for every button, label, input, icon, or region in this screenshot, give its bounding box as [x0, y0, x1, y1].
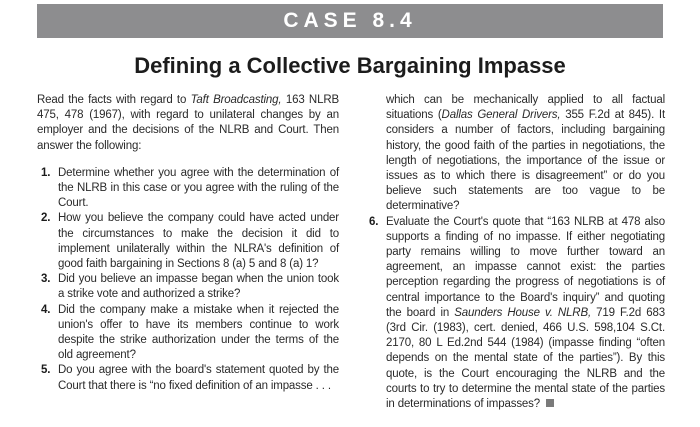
- question-6-text-end: 719 F.2d 683 (3rd Cir. (1983), cert. denied, 466 U.S. 598,104 S.Ct. 2170, 80 L Ed.2nd 544 (1984) (impasse finding “often depends on the mental state of the parties”). By this quote, is the Court encouraging the NLRB and the courts to try to determine the mental state of the parties in determinations of impasses?: [386, 306, 665, 411]
- question-item: [37, 303, 339, 364]
- intro-text-end: 163 NLRB 475, 478 (1967), with regard to unilateral changes by an employer and the decisions of the NLRB and Court. Then answer the following:: [37, 94, 339, 152]
- case-banner: [37, 4, 663, 38]
- continuation-case-name: Dallas General Drivers,: [441, 109, 561, 122]
- right-column: [365, 93, 665, 412]
- question-number: 6.: [369, 215, 379, 228]
- page-title: Defining a Collective Bargaining Impasse: [134, 53, 566, 78]
- question-list: [37, 166, 339, 394]
- question-number: 1.: [41, 166, 51, 179]
- question-5-continuation: [386, 93, 665, 215]
- question-6-text-start: Evaluate the Court's quote that “163 NLRB at 478 also supports a finding of no impasse. If either negotiating party remains willing to move further toward an agreement, an impasse cannot exist: the parties perception regarding the progress of negotiations is of central importance to the Board's inquiry” and quoting the board in: [386, 215, 665, 319]
- question-text: How you believe the company could have acted under the circumstances to make the decision it did to implement unilaterally within the NLRA's definition of good faith bargaining in Sections 8 (a) 5 and 8 (a) 1?: [58, 212, 339, 271]
- intro-case-name: Taft Broadcasting,: [190, 94, 282, 106]
- question-text: Did the company make a mistake when it rejected the union's offer to have its members continue to work despite the strike authorization under the terms of the old agreement?: [58, 303, 339, 362]
- question-number: 3.: [41, 273, 51, 286]
- question-text: Determine whether you agree with the determination of the NLRB in this case or you agree with the ruling of the Court.: [58, 166, 339, 210]
- continuation-text-end: 355 F.2d at 845). It considers a number of factors, including bargaining history, the good faith of the parties in negotiations, the length of negotiations, the importance of the issue or issues as to which there is disagreement” or do you believe such statements are too vague to be determinative?: [386, 109, 665, 213]
- intro-paragraph: [37, 93, 339, 154]
- question-item: [37, 272, 339, 302]
- question-number: 5.: [41, 364, 51, 377]
- question-item: [365, 215, 665, 413]
- question-6-case-name: Saunders House v. NLRB,: [454, 306, 592, 319]
- question-text: Did you believe an impasse began when the union took a strike vote and authorized a strike?: [58, 273, 339, 301]
- question-item: [37, 363, 339, 393]
- question-item: [37, 211, 339, 272]
- end-of-case-mark: [546, 399, 554, 407]
- question-number: 2.: [41, 212, 51, 225]
- question-text: Do you agree with the board's statement quoted by the Court that there is “no fixed definition of an impasse . . .: [58, 364, 339, 392]
- intro-text-start: Read the facts with regard to: [37, 94, 191, 106]
- continuation-text-start: which can be mechanically applied to all factual situations (: [386, 94, 665, 122]
- question-item: [37, 166, 339, 212]
- case-number-label: CASE 8.4: [283, 9, 417, 32]
- question-number: 4.: [41, 303, 51, 316]
- left-column: [37, 93, 339, 394]
